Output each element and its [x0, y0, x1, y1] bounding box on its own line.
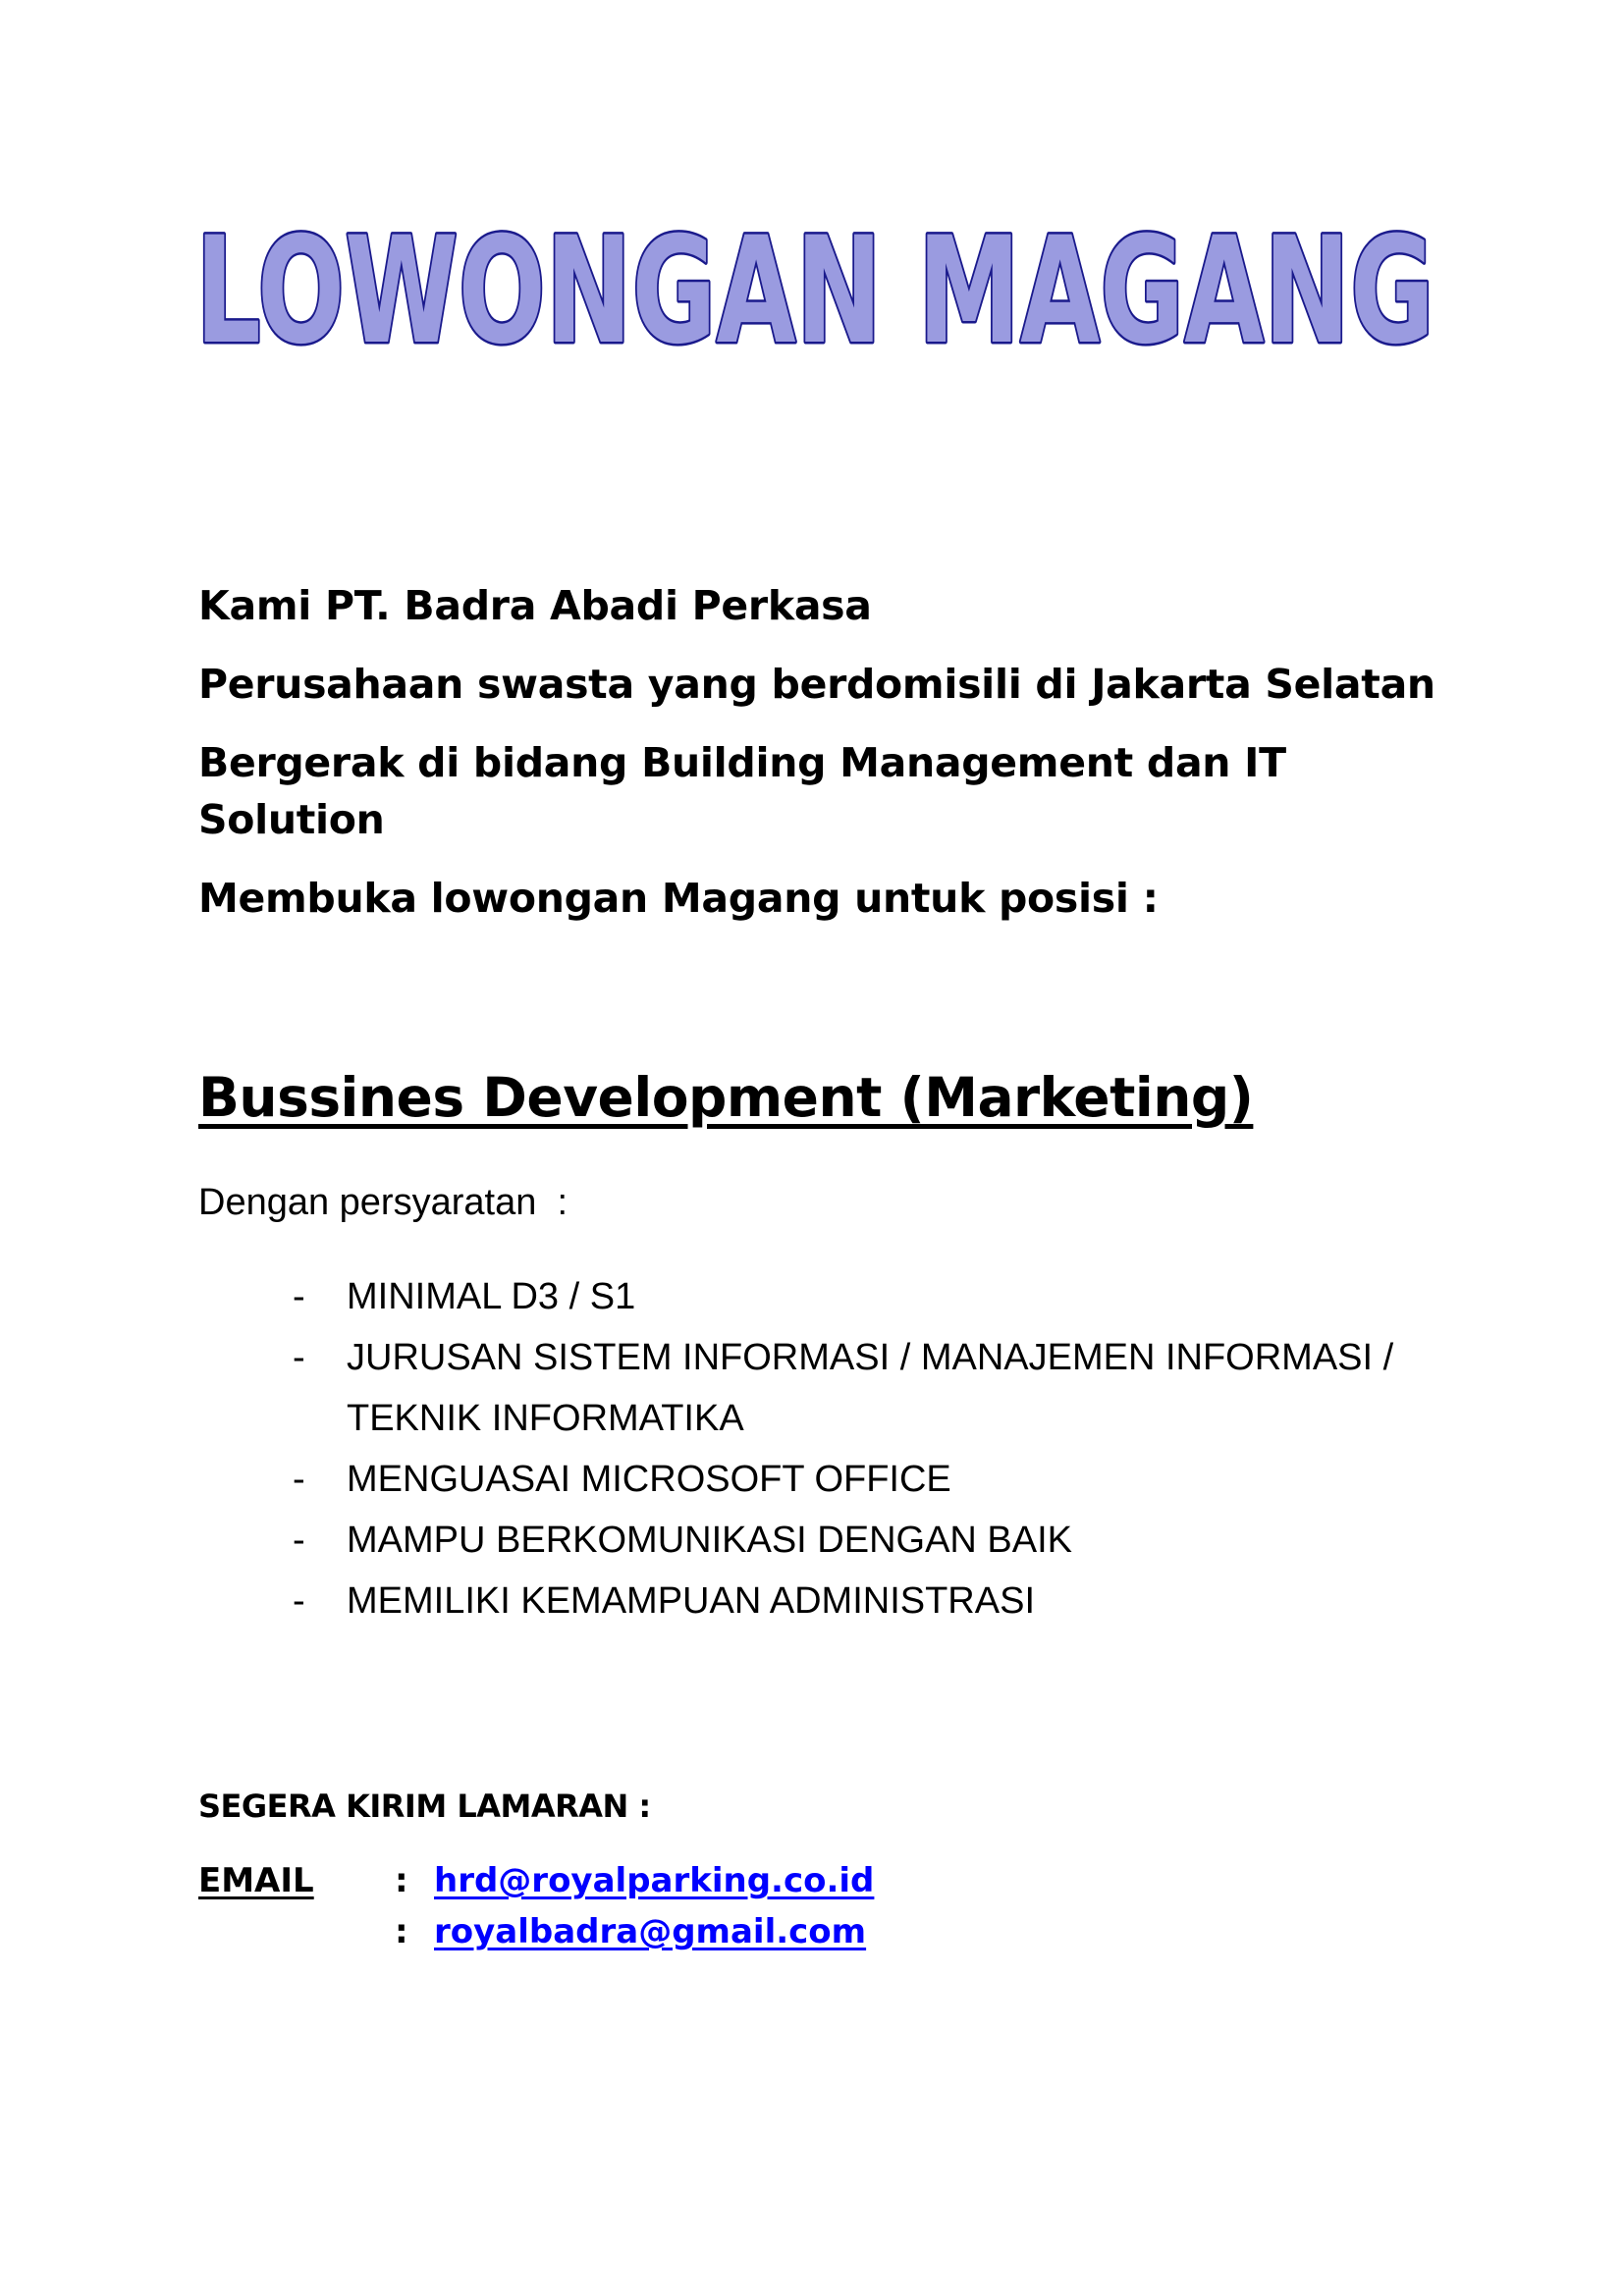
email-separator: :	[395, 1912, 408, 1951]
requirement-text: JURUSAN SISTEM INFORMASI / MANAJEMEN INFORMASI / TEKNIK INFORMATIKA	[347, 1337, 1394, 1439]
bullet-dash: -	[293, 1337, 305, 1378]
intro-line-company: Kami PT. Badra Abadi Perkasa	[198, 582, 872, 629]
title-wordart	[191, 187, 1438, 383]
bullet-dash: -	[293, 1520, 305, 1561]
requirement-item	[293, 1266, 1451, 1327]
bullet-dash: -	[293, 1580, 305, 1622]
bullet-dash: -	[293, 1459, 305, 1500]
requirement-item	[293, 1327, 1451, 1449]
intro-line-field: Bergerak di bidang Building Management dan IT Solution	[198, 739, 1286, 843]
requirement-item	[293, 1449, 1451, 1510]
requirement-text: MINIMAL D3 / S1	[347, 1276, 636, 1317]
intro-line-domicile: Perusahaan swasta yang berdomisili di Jakarta Selatan	[198, 661, 1435, 708]
requirement-text: MEMILIKI KEMAMPUAN ADMINISTRASI	[347, 1580, 1035, 1622]
title-text: LOWONGAN MAGANG	[195, 206, 1435, 377]
call-to-action: SEGERA KIRIM LAMARAN :	[198, 1788, 651, 1825]
requirement-item	[293, 1571, 1451, 1631]
requirements-intro: Dengan persyaratan :	[198, 1182, 568, 1223]
position-title: Bussines Development (Marketing)	[198, 1066, 1254, 1129]
email-link-gmail[interactable]: royalbadra@gmail.com	[434, 1912, 867, 1951]
intro-line-opening: Membuka lowongan Magang untuk posisi :	[198, 875, 1159, 922]
bullet-dash: -	[293, 1276, 305, 1317]
requirement-text: MENGUASAI MICROSOFT OFFICE	[347, 1459, 951, 1500]
document-title	[191, 187, 1438, 383]
company-intro	[198, 577, 1455, 948]
requirement-text: MAMPU BERKOMUNIKASI DENGAN BAIK	[347, 1520, 1073, 1561]
email-link-hrd[interactable]: hrd@royalparking.co.id	[434, 1861, 875, 1900]
requirement-item	[293, 1510, 1451, 1571]
email-separator: :	[395, 1861, 408, 1900]
email-label: EMAIL	[198, 1861, 314, 1900]
requirements-list	[293, 1266, 1451, 1631]
